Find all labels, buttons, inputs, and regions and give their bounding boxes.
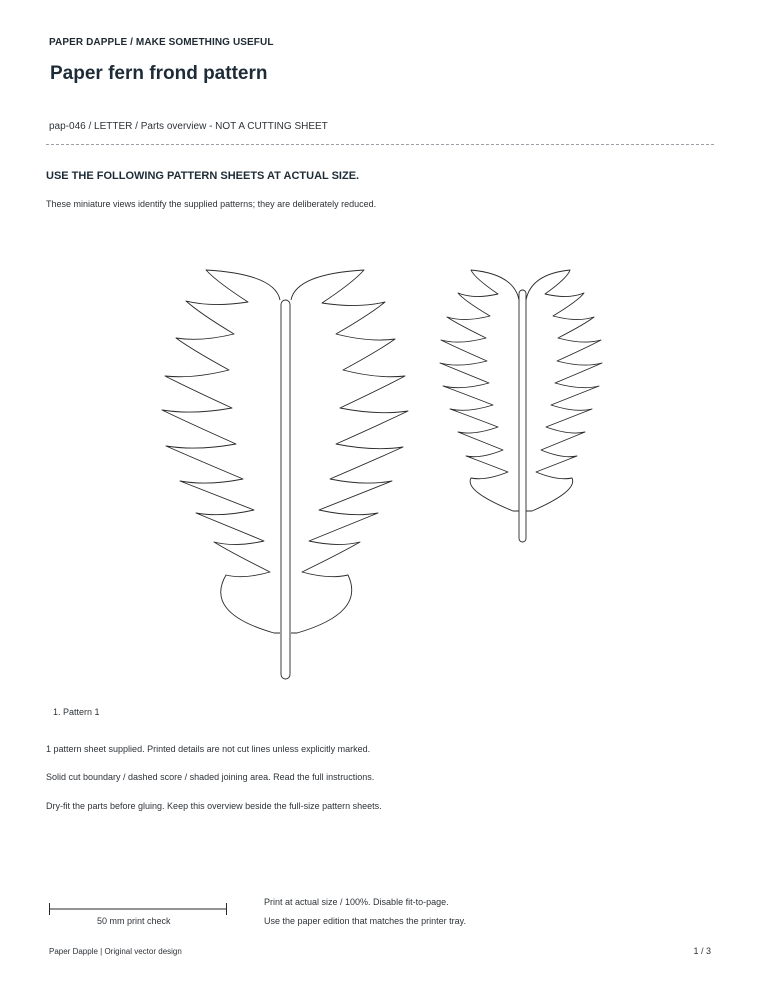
print-instruction: Print at actual size / 100%. Disable fit-to-page.	[264, 897, 449, 907]
print-instruction: Use the paper edition that matches the printer tray.	[264, 916, 466, 926]
small-frond-right-half	[526, 270, 602, 511]
page-number: 1 / 3	[693, 946, 711, 956]
section-heading: USE THE FOLLOWING PATTERN SHEETS AT ACTUAL SIZE.	[46, 170, 360, 182]
large-frond-left-half	[162, 270, 280, 633]
figure-caption: 1. Pattern 1	[53, 707, 100, 717]
page-title: Paper fern frond pattern	[50, 63, 268, 84]
note-line: Solid cut boundary / dashed score / shaded joining area. Read the full instructions.	[46, 772, 375, 782]
footer-credit: Paper Dapple | Original vector design	[49, 947, 182, 956]
large-frond-stem	[281, 300, 290, 679]
section-intro: These miniature views identify the supplied patterns; they are deliberately reduced.	[46, 199, 377, 209]
note-line: 1 pattern sheet supplied. Printed details are not cut lines unless explicitly marked.	[46, 744, 371, 754]
small-frond-left-half	[440, 270, 519, 511]
brand-breadcrumb: PAPER DAPPLE / MAKE SOMETHING USEFUL	[49, 37, 274, 48]
small-frond-stem	[519, 290, 526, 542]
document-meta: pap-046 / LETTER / Parts overview - NOT A CUTTING SHEET	[49, 121, 328, 132]
scale-bar-label: 50 mm print check	[97, 916, 171, 926]
large-frond-right-half	[291, 270, 408, 633]
note-line: Dry-fit the parts before gluing. Keep this overview beside the full-size pattern sheets.	[46, 801, 382, 811]
scale-bar	[49, 903, 227, 915]
dashed-divider	[46, 144, 714, 145]
